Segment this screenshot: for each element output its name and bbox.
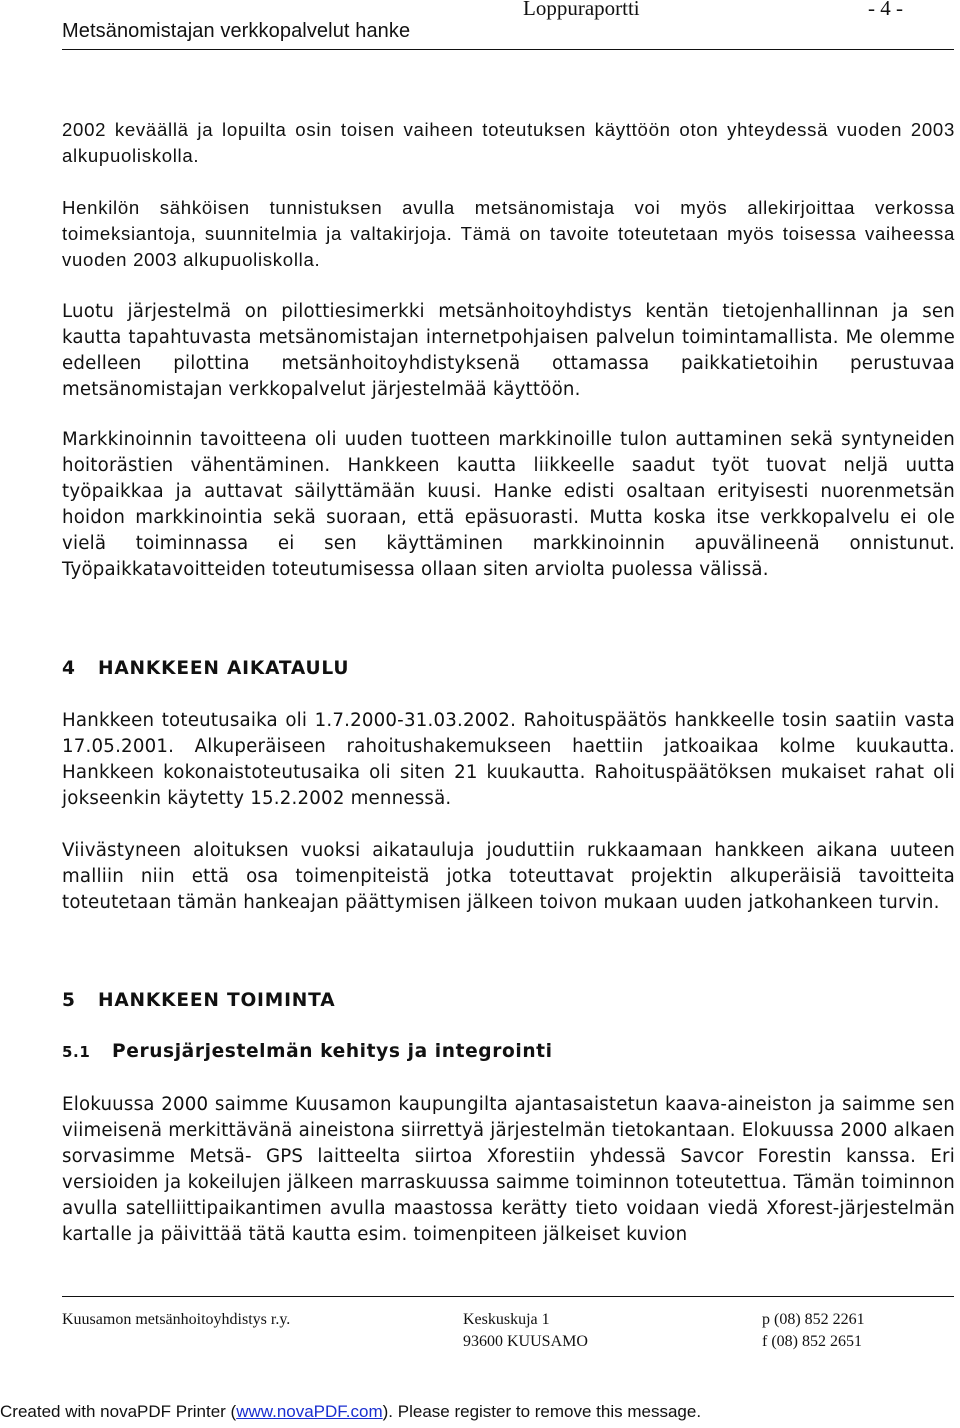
footer-organization: Kuusamon metsänhoitoyhdistys r.y. xyxy=(62,1311,291,1328)
header-divider xyxy=(62,49,954,50)
section-number: 5 xyxy=(62,990,76,1011)
section-number: 4 xyxy=(62,658,76,679)
paragraph-3: Luotu järjestelmä on pilottiesimerkki metsänhoitoyhdistys kentän tietojenhallinnan ja sen kautta tapahtuvasta metsänomistajan internetpohjaisen palvelun toimintamallista. Me olemme edelleen pilottina metsänhoitoyhdistyksenä ottamassa paikkatietoihin perustuvaa metsänomistajan verkkopalvelut järjestelmää käyttöön. xyxy=(62,301,955,400)
section-title: HANKKEEN AIKATAULU xyxy=(98,658,350,679)
footer-street: Keskuskuja 1 xyxy=(463,1311,550,1328)
header-report-title: Loppuraportti xyxy=(523,0,640,20)
footer-postal: 93600 KUUSAMO xyxy=(463,1333,588,1350)
novapdf-link[interactable]: www.novaPDF.com xyxy=(236,1402,383,1421)
footer-divider xyxy=(62,1296,954,1297)
header-page-number: - 4 - xyxy=(868,0,903,20)
subsection-number: 5.1 xyxy=(62,1043,91,1061)
subsection-heading-5-1 xyxy=(62,1041,553,1062)
section-heading-5 xyxy=(62,990,335,1011)
paragraph-2: Henkilön sähköisen tunnistuksen avulla metsänomistaja voi myös allekirjoittaa verkossa toimeksiantoja, suunnitelmia ja valtakirjoja. Tämä on tavoite toteutetaan myös toisessa vaiheessa vuoden 2003 alkupuoliskolla. xyxy=(62,197,955,270)
watermark-suffix: ). Please register to remove this message. xyxy=(382,1402,702,1421)
watermark-prefix: Created with novaPDF Printer ( xyxy=(0,1402,237,1421)
section-heading-4 xyxy=(62,658,349,679)
section-title: HANKKEEN TOIMINTA xyxy=(98,990,336,1011)
header-project-name: Metsänomistajan verkkopalvelut hanke xyxy=(62,20,411,42)
paragraph-7: Elokuussa 2000 saimme Kuusamon kaupungilta ajantasaistetun kaava-aineiston ja saimme sen viimeisenä merkittävänä aineistona siirrettyä järjestelmän tietokantaan. Elokuussa 2000 alkaen sorvasimme Metsä- GPS laitteelta siirtoa Xforestiin yhdessä Savcor Forestin kanssa. Eri versioiden ja kokeilujen jälkeen marraskuussa saimme toiminnon toteutettua. Tämän toiminnon avulla satelliittipaikantimen avulla maastossa kerätty tieto voidaan viedä Xforest-järjestelmän kartalle ja päivittää tätä kautta esim. toimenpiteen jälkeiset kuvion xyxy=(62,1094,955,1245)
footer-phone: p (08) 852 2261 xyxy=(762,1311,865,1328)
footer-fax: f (08) 852 2651 xyxy=(762,1333,862,1350)
paragraph-4: Markkinoinnin tavoitteena oli uuden tuotteen markkinoille tulon auttaminen sekä syntyneiden hoitorästien vähentäminen. Hankkeen kautta liikkeelle saadut työt tuovat neljä uutta työpaikkaa ja auttavat säilyttämään kuusi. Hanke edisti osaltaan erityisesti nuorenmetsän hoidon markkinointia sekä suoraan, että epäsuorasti. Mutta koska itse verkkopalvelu ei ole vielä toiminnassa ei sen käyttäminen markkinoinnin apuvälineenä onnistunut. Työpaikkatavoitteiden toteutumisessa ollaan siten arviolta puolessa välissä. xyxy=(62,429,955,580)
paragraph-5: Hankkeen toteutusaika oli 1.7.2000-31.03.2002. Rahoituspäätös hankkeelle tosin saatiin vasta 17.05.2001. Alkuperäiseen rahoitushakemukseen haettiin jatkoaikaa kolme kuukautta. Hankkeen kokonaistoteutusaika oli siten 21 kuukautta. Rahoituspäätöksen mukaiset rahat oli jokseenkin käytetty 15.2.2002 mennessä. xyxy=(62,710,955,809)
paragraph-6: Viivästyneen aloituksen vuoksi aikatauluja jouduttiin rukkaamaan hankkeen aikana uuteen malliin niin että osa toimenpiteistä jotka toteuttavat projektin alkuperäisiä tavoitteita toteutetaan tämän hankeajan päättymisen jälkeen toivon mukaan uuden jatkohankeen turvin. xyxy=(62,840,955,913)
subsection-title: Perusjärjestelmän kehitys ja integrointi xyxy=(112,1041,553,1062)
paragraph-1: 2002 keväällä ja lopuilta osin toisen vaiheen toteutuksen käyttöön oton yhteydessä vuoden 2003 alkupuoliskolla. xyxy=(62,119,955,166)
novapdf-watermark xyxy=(0,1402,701,1422)
